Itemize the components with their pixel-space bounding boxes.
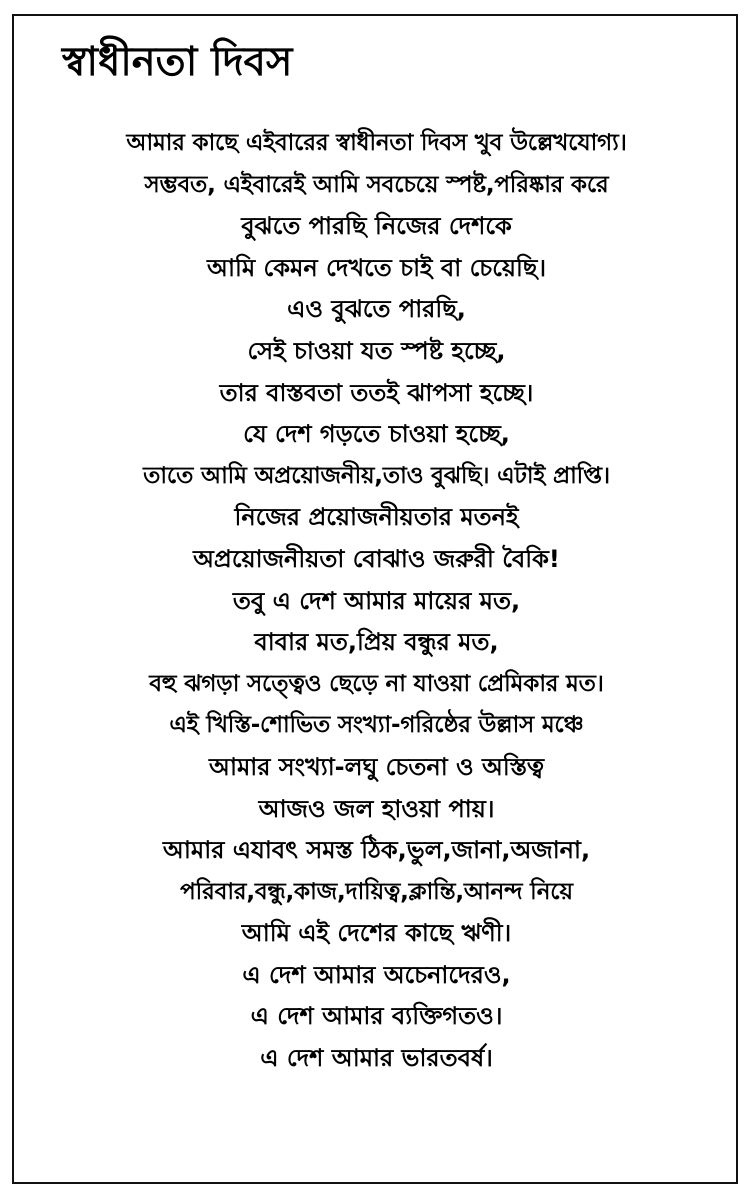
poem-line: এই খিস্তি-শোভিত সংখ্যা-গরিষ্ঠের উল্লাস মঞ্চে bbox=[169, 712, 584, 739]
poem-line: আমি কেমন দেখতে চাই বা চেয়েছি। bbox=[206, 253, 547, 282]
poem-line: যে দেশ গড়তে চাওয়া হচ্ছে, bbox=[243, 420, 510, 449]
poem-line: সেই চাওয়া যত স্পষ্ট হচ্ছে, bbox=[247, 336, 506, 365]
poem-line: তার বাস্তবতা ততই ঝাপসা হচ্ছে। bbox=[219, 378, 534, 407]
poem-line: তবু এ দেশ আমার মায়ের মত, bbox=[232, 586, 521, 615]
poem-line: আমার কাছে এইবারের স্বাধীনতা দিবস খুব উল্লেখযোগ্য। bbox=[126, 130, 627, 156]
poem-line: অপ্রয়োজনীয়তা বোঝাও জরুরী বৈকি! bbox=[193, 544, 560, 573]
poem-line: নিজের প্রয়োজনীয়তার মতনই bbox=[234, 503, 519, 532]
poem-line: সম্ভবত, এইবারেই আমি সবচেয়ে স্পষ্ট,পরিষ্কার করে bbox=[144, 171, 609, 198]
poem-line: আমি এই দেশের কাছে ঋণী। bbox=[241, 919, 512, 948]
poem-line: আজও জল হাওয়া পায়। bbox=[258, 794, 495, 823]
poem-line: এও বুঝতে পারছি, bbox=[287, 295, 466, 324]
poem-line: এ দেশ আমার অচেনাদেরও, bbox=[242, 960, 511, 989]
poem-title: স্বাধীনতা দিবস bbox=[62, 39, 293, 85]
poem-line: এ দেশ আমার ব্যক্তিগতও। bbox=[250, 1002, 503, 1031]
poem-line: বুঝতে পারছি নিজের দেশকে bbox=[241, 212, 512, 241]
poem-body bbox=[0, 123, 753, 1080]
poem-line: পরিবার,বন্ধু,কাজ,দায়িত্ব,ক্লান্তি,আনন্দ নিয়ে bbox=[180, 878, 573, 905]
poem-line: বাবার মত,প্রিয় বন্ধুর মত, bbox=[254, 628, 499, 657]
poem-line: তাতে আমি অপ্রয়োজনীয়,তাও বুঝছি। এটাই প্রাপ্তি। bbox=[143, 462, 610, 489]
poem-line: আমার সংখ্যা-লঘু চেতনা ও অস্তিত্ব bbox=[208, 752, 545, 781]
poem-line: এ দেশ আমার ভারতবর্ষ। bbox=[260, 1044, 493, 1073]
poem-line: আমার এযাবৎ সমস্ত ঠিক,ভুল,জানা,অজানা, bbox=[162, 836, 591, 865]
poem-line: বহু ঝগড়া সত্ত্বেও ছেড়ে না যাওয়া প্রেমিকার মত। bbox=[149, 670, 604, 697]
